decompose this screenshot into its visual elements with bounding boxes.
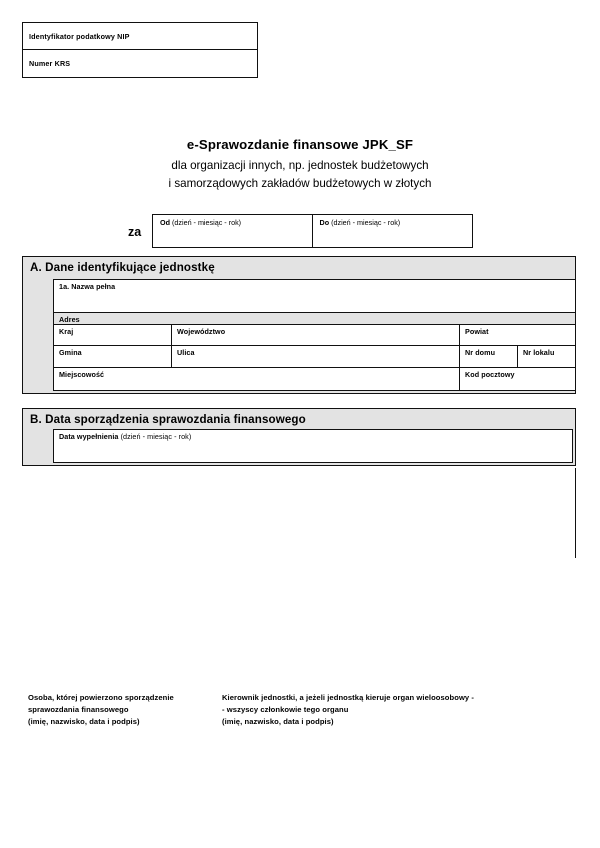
country-field[interactable] (54, 325, 172, 346)
city-label: Miejscowość (59, 370, 105, 379)
krs-label: Numer KRS (29, 59, 71, 68)
period-to-bold: Do (319, 218, 330, 227)
voivodeship-field[interactable] (172, 325, 460, 346)
preparer-line-1: Osoba, której powierzono sporządzenie (28, 693, 174, 702)
country-label: Kraj (59, 327, 74, 336)
manager-line-1: Kierownik jednostki, a jeżeli jednostką kieruje organ wieloosobowy - (222, 693, 475, 702)
preparer-line-2: sprawozdania finansowego (28, 705, 129, 715)
apartment-number-field[interactable] (518, 346, 576, 368)
period-to-hint: (dzień - miesiąc - rok) (331, 218, 401, 227)
table-row (54, 430, 573, 463)
section-a (22, 256, 576, 394)
table-row (54, 368, 576, 391)
period-from-label (160, 218, 312, 227)
postal-code-label: Kod pocztowy (465, 370, 515, 379)
period-box (152, 214, 473, 248)
period-prefix-label: za (128, 225, 142, 239)
period-to-field[interactable] (313, 215, 473, 247)
signature-block-manager (222, 692, 552, 729)
house-number-field[interactable] (460, 346, 518, 368)
section-a-body (23, 277, 575, 393)
municipality-field[interactable] (54, 346, 172, 368)
table-row (54, 313, 576, 325)
table-row (54, 346, 576, 368)
reporting-period (128, 214, 473, 248)
trailing-vertical-rule (575, 468, 576, 558)
street-field[interactable] (172, 346, 460, 368)
fill-date-label-text: Data wypełnienia (59, 432, 119, 441)
city-field[interactable] (54, 368, 460, 391)
document-title-block (0, 136, 600, 193)
preparer-line-3: (imię, nazwisko, data i podpis) (28, 717, 140, 727)
document-subtitle-line-1: dla organizacji innych, np. jednostek budżetowych (171, 159, 429, 172)
county-field[interactable] (460, 325, 576, 346)
fill-date-field[interactable] (54, 430, 573, 463)
fill-date-hint: (dzień - miesiąc - rok) (120, 432, 192, 441)
address-subheading-cell (54, 313, 576, 325)
document-subtitle-line-2: i samorządowych zakładów budżetowych w złotych (168, 177, 432, 190)
section-a-fields (53, 279, 576, 391)
address-subheading: Adres (59, 315, 80, 324)
table-row (54, 280, 576, 313)
period-to-label (320, 218, 473, 227)
section-b-heading: B. Data sporządzenia sprawozdania finansowego (23, 409, 575, 429)
full-name-label: 1a. Nazwa pełna (59, 282, 116, 291)
krs-field[interactable] (23, 50, 257, 77)
street-label: Ulica (177, 348, 195, 357)
period-from-bold: Od (160, 218, 170, 227)
nip-field[interactable] (23, 23, 257, 50)
fill-date-label (59, 432, 572, 441)
nip-label: Identyfikator podatkowy NIP (29, 32, 130, 41)
section-b-body (23, 429, 575, 465)
county-label: Powiat (465, 327, 489, 336)
full-name-field[interactable] (54, 280, 576, 313)
postal-code-field[interactable] (460, 368, 576, 391)
voivodeship-label: Województwo (177, 327, 226, 336)
taxpayer-identifier-box (22, 22, 258, 78)
section-a-heading: A. Dane identyfikujące jednostkę (23, 257, 575, 277)
signature-block-preparer (28, 692, 228, 729)
section-b (22, 408, 576, 466)
section-b-fields (53, 429, 573, 463)
municipality-label: Gmina (59, 348, 82, 357)
period-from-field[interactable] (153, 215, 313, 247)
apartment-number-label: Nr lokalu (523, 348, 555, 357)
manager-line-2: - wszyscy członkowie tego organu (222, 705, 349, 715)
table-row (54, 325, 576, 346)
period-from-hint: (dzień - miesiąc - rok) (171, 218, 242, 227)
house-number-label: Nr domu (465, 348, 496, 357)
document-title: e-Sprawozdanie finansowe JPK_SF (186, 137, 414, 152)
manager-line-3: (imię, nazwisko, data i podpis) (222, 717, 334, 727)
